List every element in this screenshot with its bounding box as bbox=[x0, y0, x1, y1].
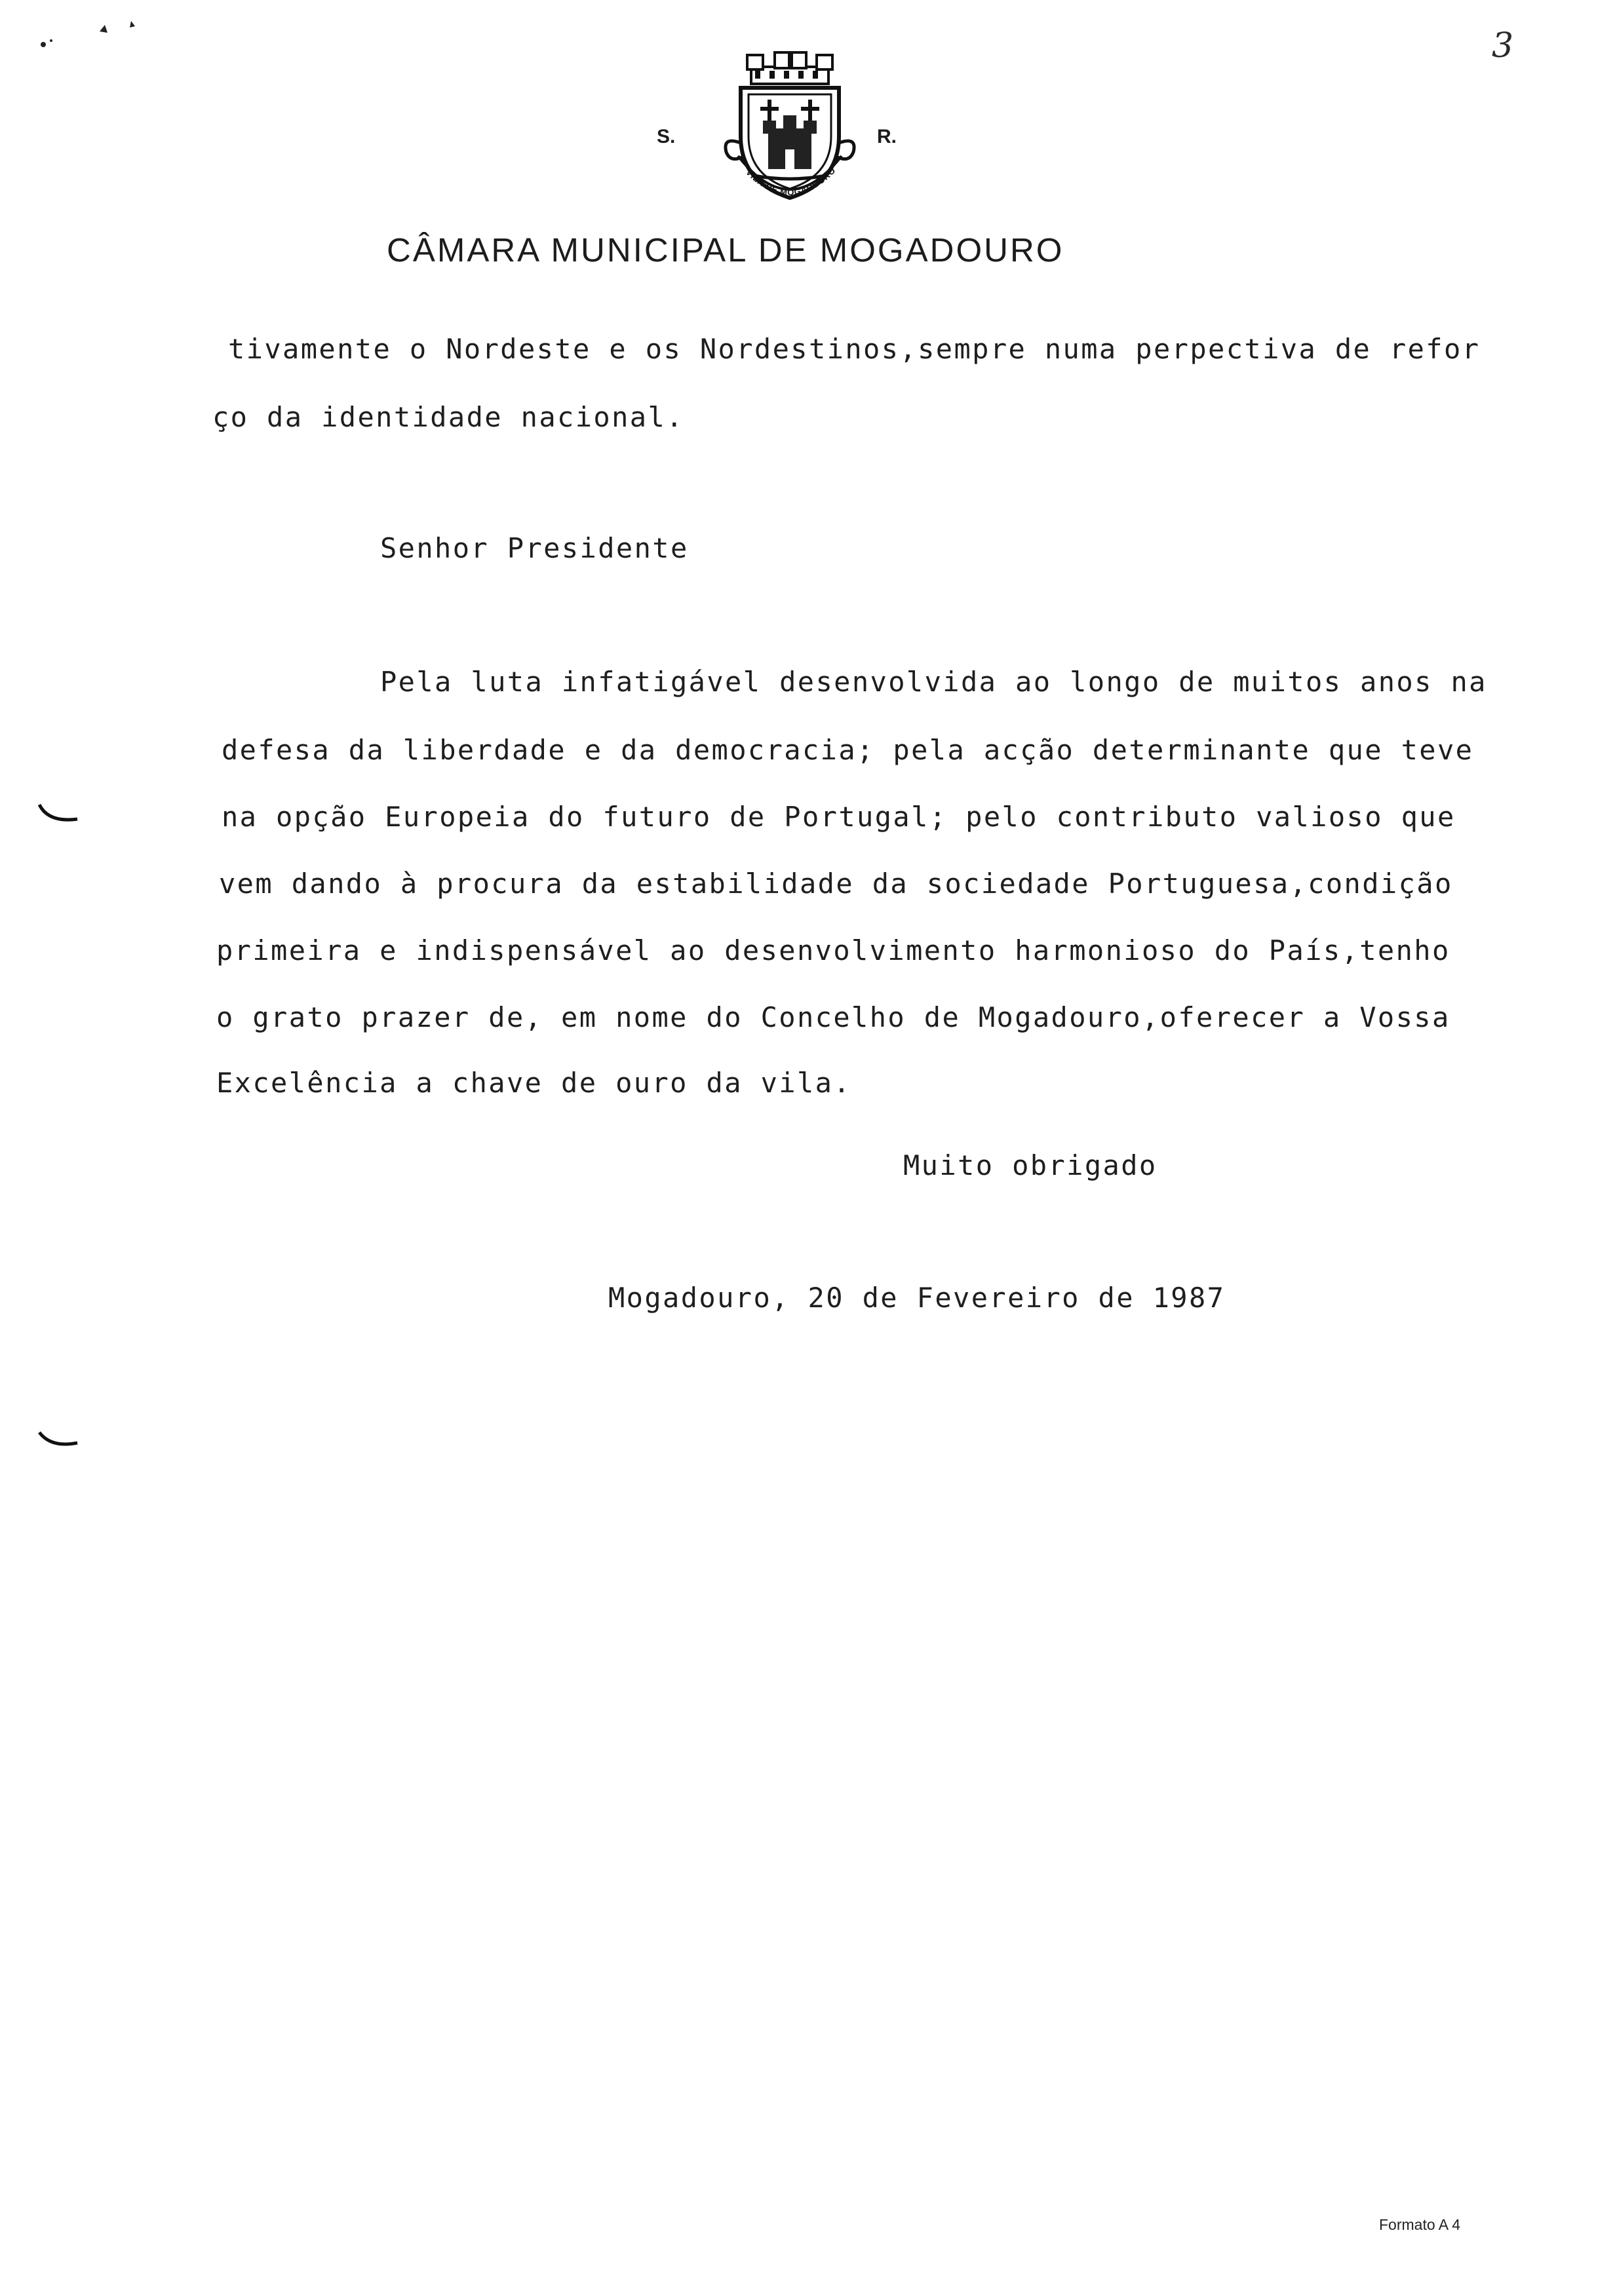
body-line-8: o grato prazer de, em nome do Concelho de Mogadouro,oferecer a Vossa bbox=[216, 1001, 1450, 1033]
body-line-9: Excelência a chave de ouro da vila. bbox=[216, 1067, 852, 1099]
punch-mark-icon bbox=[37, 801, 83, 827]
page-number: 3 bbox=[1492, 26, 1514, 66]
body-line-7: primeira e indispensável ao desenvolvimento harmonioso do País,tenho bbox=[216, 934, 1450, 966]
body-line-1: tivamente o Nordeste e os Nordestinos,sempre numa perpectiva de refor bbox=[228, 333, 1481, 365]
salutation: Senhor Presidente bbox=[380, 532, 689, 564]
body-line-5: na opção Europeia do futuro de Portugal; pelo contributo valioso que bbox=[222, 801, 1456, 833]
punch-mark-icon bbox=[37, 1427, 83, 1453]
crest-motto: VILA DE MOGADOURO bbox=[744, 165, 838, 198]
format-label: Formato A 4 bbox=[1379, 2216, 1461, 2233]
body-line-4: defesa da liberdade e da democracia; pela acção determinante que teve bbox=[222, 734, 1474, 766]
body-line-2: ço da identidade nacional. bbox=[212, 401, 684, 433]
place-date: Mogadouro, 20 de Fevereiro de 1987 bbox=[608, 1282, 1226, 1314]
closing: Muito obrigado bbox=[903, 1149, 1158, 1181]
coat-of-arms-icon bbox=[714, 51, 865, 215]
body-line-6: vem dando à procura da estabilidade da sociedade Portuguesa,condição bbox=[219, 868, 1453, 900]
body-line-3: Pela luta infatigável desenvolvida ao longo de muitos anos na bbox=[380, 666, 1487, 698]
scan-specks bbox=[39, 14, 157, 54]
organization-name: CÂMARA MUNICIPAL DE MOGADOURO bbox=[387, 231, 1064, 269]
s-mark: S. bbox=[657, 126, 676, 147]
r-mark: R. bbox=[877, 126, 897, 147]
